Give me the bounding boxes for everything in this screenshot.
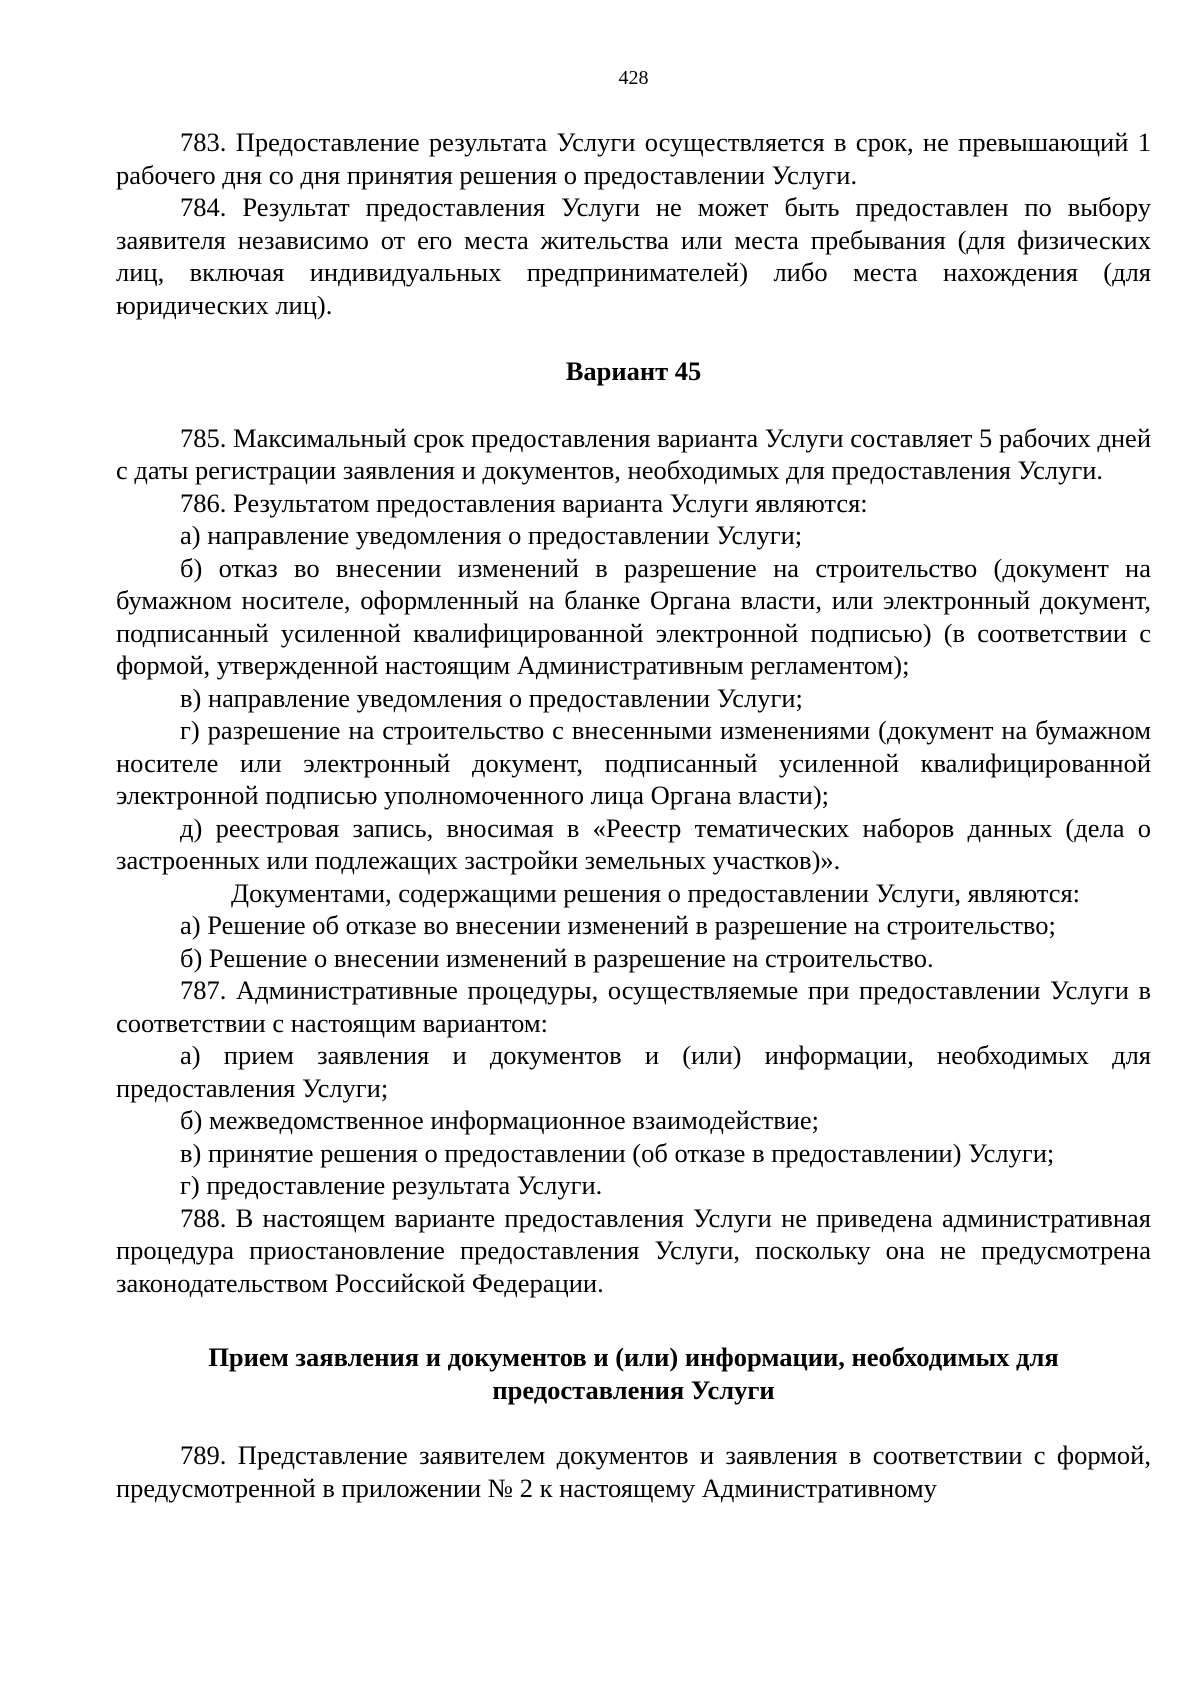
procedure-item-v: в) принятие решения о предоставлении (об отказе в предоставлении) Услуги; [180,1137,1055,1168]
paragraph-787: 787. Административные процедуры, осуществляемые при предоставлении Услуги в соответствии с настоящим вариантом: [116,975,1151,1038]
procedure-item-a: а) прием заявления и документов и (или) информации, необходимых для предоставления Услуги; [116,1040,1151,1103]
procedure-item-g: г) предоставление результата Услуги. [180,1170,603,1200]
paragraph-786: 786. Результатом предоставления варианта Услуги являются: [180,487,868,518]
spacer [116,388,1151,422]
decision-documents-note: Документами, содержащими решения о предоставлении Услуги, являются: [231,877,1081,908]
decision-item-b: б) Решение о внесении изменений в разрешение на строительство. [180,942,934,973]
spacer [116,1299,1151,1341]
paragraph-788: 788. В настоящем варианте предоставления Услуги не приведена административная процедура приостановление предоставления Услуги, поскольку она не предусмотрена законодательством Российской Федерации. [116,1202,1151,1298]
paragraph-785: 785. Максимальный срок предоставления варианта Услуги составляет 5 рабочих дней с даты регистрации заявления и документов, необходимых для предоставления Услуги. [116,422,1151,485]
page-number: 428 [618,67,649,89]
section-heading-reception-line-1: Прием заявления и документов и (или) информации, необходимых для [208,1342,1059,1372]
spacer [116,321,1151,355]
paragraph-784: 784. Результат предоставления Услуги не может быть предоставлен по выбору заявителя независимо от его места жительства или места пребывания (для физических лиц, включая индивидуальных предпринимателей) либо места нахождения (для юридических лиц). [116,192,1151,320]
section-heading-variant-45: Вариант 45 [565,356,702,386]
decision-item-a: а) Решение об отказе во внесении изменений в разрешение на строительство; [180,910,1056,940]
list-item-v: в) направление уведомления о предоставлении Услуги; [180,682,803,713]
paragraph-789: 789. Представление заявителем документов и заявления в соответствии с формой, предусмотренной в приложении № 2 к настоящему Административному [116,1440,1151,1503]
list-item-d: д) реестровая запись, вносимая в «Реестр тематических наборов данных (дела о застроенных или подлежащих застройки земельных участков)». [116,812,1151,875]
section-heading-reception-line-2: предоставления Услуги [492,1374,775,1405]
spacer [116,1406,1151,1439]
list-item-b: б) отказ во внесении изменений в разрешение на строительство (документ на бумажном носителе, оформленный на бланке Органа власти, или электронный документ, подписанный усиленной квалифицированной электронной подписью) (в соответствии с формой, утвержденной настоящим Административным регламентом); [116,552,1151,680]
paragraph-783: 783. Предоставление результата Услуги осуществляется в срок, не превышающий 1 рабочего дня со дня принятия решения о предоставлении Услуги. [116,127,1151,190]
list-item-a: а) направление уведомления о предоставлении Услуги; [180,520,803,550]
procedure-item-b: б) межведомственное информационное взаимодействие; [180,1105,820,1135]
document-page [116,66,1151,1504]
list-item-g: г) разрешение на строительство с внесенными изменениями (документ на бумажном носителе или электронный документ, подписанный усиленной квалифицированной электронной подписью уполномоченного лица Органа власти); [116,715,1151,810]
